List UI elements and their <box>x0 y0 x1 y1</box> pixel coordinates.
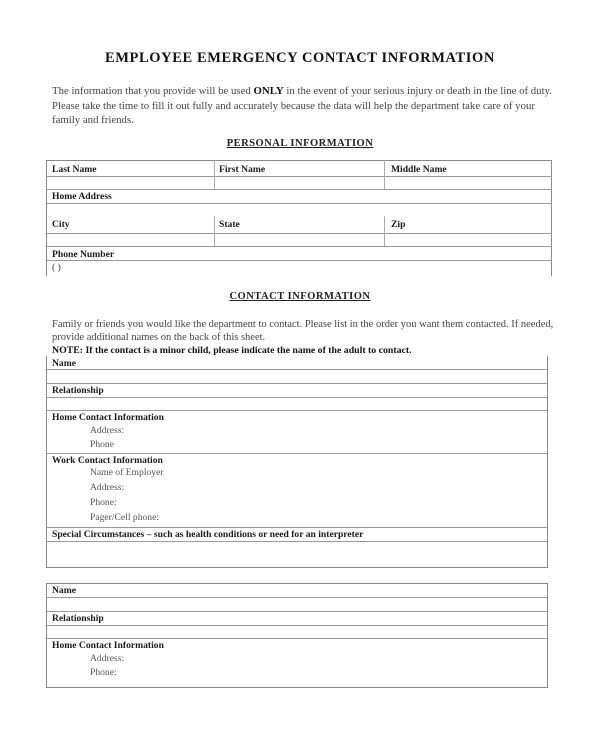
contact1-phone-label: Phone <box>90 439 114 450</box>
contact1-relationship-label: Relationship <box>52 385 104 396</box>
divider <box>46 527 548 528</box>
intro-bold-only: ONLY <box>253 85 284 97</box>
contact1-address-label: Address: <box>90 425 125 436</box>
divider <box>46 260 552 261</box>
contact2-phone-label: Phone: <box>90 667 117 678</box>
contact-info-heading: CONTACT INFORMATION <box>229 291 371 302</box>
divider <box>384 160 385 189</box>
phone-number-label: Phone Number <box>52 249 115 260</box>
contact2-relationship-label: Relationship <box>52 613 104 624</box>
contact1-special-label: Special Circumstances – such as health conditions or need for an interpreter <box>52 529 364 540</box>
contact1-work-phone-label: Phone: <box>90 497 117 508</box>
contact1-name-label: Name <box>52 358 76 369</box>
intro-text-1: The information that you provide will be used <box>52 85 254 97</box>
state-label: State <box>219 219 240 230</box>
divider <box>46 203 552 204</box>
divider <box>46 638 548 639</box>
divider <box>46 246 552 247</box>
contact2-home-contact-label: Home Contact Information <box>52 640 164 651</box>
divider <box>46 383 548 384</box>
contact-form-2 <box>46 583 548 688</box>
contact1-work-address-label: Address: <box>90 482 125 493</box>
divider <box>46 625 548 626</box>
contact2-name-label: Name <box>52 585 76 596</box>
page-title: EMPLOYEE EMERGENCY CONTACT INFORMATION <box>104 50 495 66</box>
personal-info-table <box>46 160 552 276</box>
divider <box>46 233 552 234</box>
divider <box>214 216 215 246</box>
phone-area-code: ( ) <box>52 262 61 273</box>
city-label: City <box>52 219 70 230</box>
divider <box>46 611 548 612</box>
divider <box>46 176 552 177</box>
zip-label: Zip <box>391 219 406 230</box>
divider <box>46 397 548 398</box>
divider <box>384 216 385 246</box>
contact1-home-contact-label: Home Contact Information <box>52 412 164 423</box>
minor-child-note: NOTE: If the contact is a minor child, please indicate the name of the adult to contact. <box>52 345 412 356</box>
first-name-label: First Name <box>219 164 266 175</box>
divider <box>46 453 548 454</box>
divider <box>46 597 548 598</box>
home-address-label: Home Address <box>52 191 112 202</box>
contact1-employer-label: Name of Employer <box>90 467 164 478</box>
divider <box>46 541 548 542</box>
divider <box>46 189 552 190</box>
intro-paragraph <box>52 84 562 128</box>
contact1-work-contact-label: Work Contact Information <box>52 455 163 466</box>
intro-text-2: in the event of your serious injury or death in the line of duty. Please take the time to fill it out fully and accurately because the data will help the department take care of your family and friends. <box>52 85 552 126</box>
last-name-label: Last Name <box>52 164 97 175</box>
contact1-pager-label: Pager/Cell phone: <box>90 512 160 523</box>
middle-name-label: Middle Name <box>391 164 447 175</box>
contact2-address-label: Address: <box>90 653 125 664</box>
personal-info-heading: PERSONAL INFORMATION <box>226 138 374 149</box>
divider <box>46 410 548 411</box>
divider <box>214 160 215 189</box>
divider <box>46 369 548 370</box>
contact-intro-paragraph: Family or friends you would like the department to contact. Please list in the order you want them contacted. If needed, provide additional names on the back of this sheet. <box>52 319 554 343</box>
